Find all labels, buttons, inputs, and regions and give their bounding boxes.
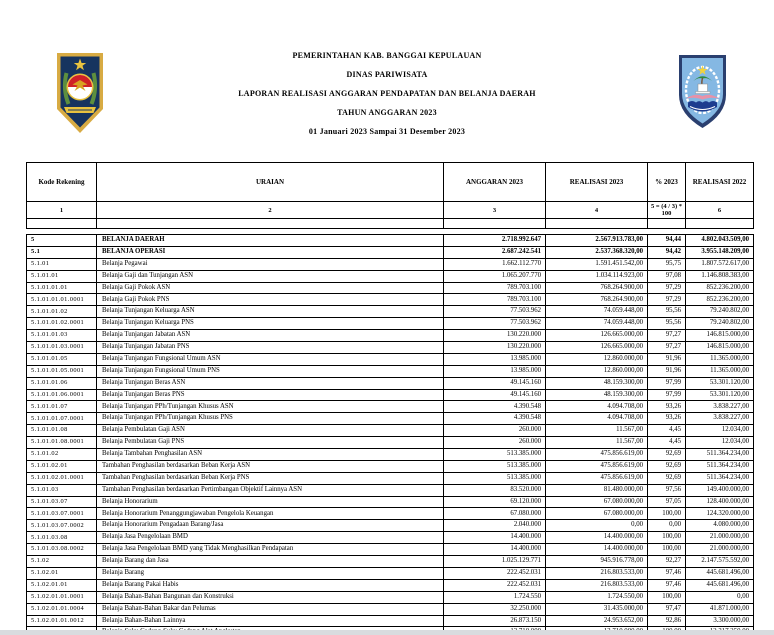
- cell-anggaran-2023: 1.065.207.770: [444, 270, 546, 282]
- cell-realisasi-2022: 21.000.000,00: [686, 532, 754, 544]
- cell-anggaran-2023: 13.985.000: [444, 353, 546, 365]
- cell-realisasi-2022: 41.871.000,00: [686, 603, 754, 615]
- cell-realisasi-2022: 11.365.000,00: [686, 353, 754, 365]
- cell-anggaran-2023: 32.250.000: [444, 603, 546, 615]
- cell-uraian: Belanja Pegawai: [97, 258, 444, 270]
- cell-realisasi-2023: 216.803.533,00: [546, 567, 648, 579]
- col-number-6: 6: [686, 202, 754, 219]
- table-row: [27, 615, 754, 627]
- cell-anggaran-2023: 83.520.000: [444, 484, 546, 496]
- table-row: [27, 425, 754, 437]
- cell-anggaran-2023: 4.390.548: [444, 401, 546, 413]
- table-row: [27, 413, 754, 425]
- col-header-realisasi-2022: REALISASI 2022: [686, 163, 754, 202]
- empty-cell: [27, 219, 97, 229]
- col-number-5-formula: 5 = (4 / 3) * 100: [648, 202, 686, 219]
- empty-cell: [444, 219, 546, 229]
- cell-kode-rekening: 5.1.01.03.07: [27, 496, 97, 508]
- cell-pct-2023: 92,69: [648, 472, 686, 484]
- cell-kode-rekening: 5.1.02.01.01: [27, 579, 97, 591]
- cell-uraian: Tambahan Penghasilan berdasarkan Pertimbangan Objektif Lainnya ASN: [97, 484, 444, 496]
- empty-cell: [546, 219, 648, 229]
- cell-realisasi-2023: 12.860.000,00: [546, 353, 648, 365]
- cell-kode-rekening: 5.1.01.02.01: [27, 460, 97, 472]
- cell-pct-2023: 100,00: [648, 508, 686, 520]
- cell-realisasi-2022: 11.365.000,00: [686, 365, 754, 377]
- table-row: [27, 330, 754, 342]
- table-row: [27, 389, 754, 401]
- cell-realisasi-2023: 14.400.000,00: [546, 544, 648, 556]
- cell-realisasi-2022: 445.681.496,00: [686, 579, 754, 591]
- cell-kode-rekening: 5.1.01.01.06: [27, 377, 97, 389]
- cell-pct-2023: 97,27: [648, 330, 686, 342]
- cell-kode-rekening: 5.1.01.01.07: [27, 401, 97, 413]
- cell-kode-rekening: 5.1.01.01.06.0001: [27, 389, 97, 401]
- cell-pct-2023: 4,45: [648, 437, 686, 449]
- report-title: LAPORAN REALISASI ANGGARAN PENDAPATAN DAN BELANJA DAERAH: [238, 89, 536, 98]
- cell-kode-rekening: 5.1.01.01: [27, 270, 97, 282]
- cell-realisasi-2022: 3.955.148.209,00: [686, 246, 754, 258]
- table-row: [27, 532, 754, 544]
- table-row: [27, 472, 754, 484]
- cell-kode-rekening: 5.1.01.01.01.0001: [27, 294, 97, 306]
- cell-uraian: BELANJA OPERASI: [97, 246, 444, 258]
- cell-realisasi-2023: 11.567,00: [546, 425, 648, 437]
- cell-pct-2023: 100,00: [648, 591, 686, 603]
- cell-realisasi-2023: 475.856.619,00: [546, 472, 648, 484]
- report-table-body: [27, 235, 754, 635]
- cell-realisasi-2023: 216.803.533,00: [546, 579, 648, 591]
- cell-pct-2023: 97,47: [648, 603, 686, 615]
- col-header-pct-2023: % 2023: [648, 163, 686, 202]
- cell-uraian: Belanja Gaji Pokok ASN: [97, 282, 444, 294]
- cell-anggaran-2023: 513.385.000: [444, 472, 546, 484]
- cell-pct-2023: 95,56: [648, 318, 686, 330]
- cell-realisasi-2022: 852.236.200,00: [686, 294, 754, 306]
- cell-pct-2023: 91,96: [648, 365, 686, 377]
- table-row: [27, 556, 754, 568]
- cell-pct-2023: 97,99: [648, 389, 686, 401]
- table-row: [27, 294, 754, 306]
- cell-kode-rekening: 5.1.01.02: [27, 449, 97, 461]
- cell-realisasi-2022: 1.807.572.617,00: [686, 258, 754, 270]
- table-row: [27, 342, 754, 354]
- cell-uraian: Belanja Gaji dan Tunjangan ASN: [97, 270, 444, 282]
- empty-cell: [97, 219, 444, 229]
- table-row: [27, 306, 754, 318]
- cell-kode-rekening: 5.1.01.01.03.0001: [27, 342, 97, 354]
- cell-kode-rekening: 5.1.01.01.02: [27, 306, 97, 318]
- cell-realisasi-2022: 12.034,00: [686, 425, 754, 437]
- cell-kode-rekening: 5.1.01.03.07.0001: [27, 508, 97, 520]
- cell-realisasi-2022: 53.301.120,00: [686, 389, 754, 401]
- cell-kode-rekening: 5.1.01.03.07.0002: [27, 520, 97, 532]
- cell-anggaran-2023: 1.724.550: [444, 591, 546, 603]
- cell-realisasi-2022: 21.000.000,00: [686, 544, 754, 556]
- banggai-kepulauan-crest-icon: [677, 53, 728, 130]
- cell-pct-2023: 97,05: [648, 496, 686, 508]
- cell-realisasi-2023: 1.591.451.542,00: [546, 258, 648, 270]
- cell-realisasi-2022: 79.240.802,00: [686, 318, 754, 330]
- table-row: [27, 258, 754, 270]
- cell-realisasi-2023: 475.856.619,00: [546, 460, 648, 472]
- cell-anggaran-2023: 67.080.000: [444, 508, 546, 520]
- cell-realisasi-2022: 53.301.120,00: [686, 377, 754, 389]
- cell-pct-2023: 0,00: [648, 520, 686, 532]
- cell-pct-2023: 93,26: [648, 401, 686, 413]
- cell-pct-2023: 100,00: [648, 532, 686, 544]
- cell-uraian: Belanja Pembulatan Gaji ASN: [97, 425, 444, 437]
- cell-pct-2023: 92,86: [648, 615, 686, 627]
- cell-pct-2023: 97,29: [648, 294, 686, 306]
- cell-uraian: Belanja Barang: [97, 567, 444, 579]
- col-number-2: 2: [97, 202, 444, 219]
- cell-uraian: Belanja Tunjangan PPh/Tunjangan Khusus PNS: [97, 413, 444, 425]
- cell-realisasi-2022: 0,00: [686, 591, 754, 603]
- government-name: PEMERINTAHAN KAB. BANGGAI KEPULAUAN: [292, 51, 482, 60]
- col-header-anggaran-2023: ANGGARAN 2023: [444, 163, 546, 202]
- cell-pct-2023: 97,27: [648, 342, 686, 354]
- cell-anggaran-2023: 260.000: [444, 425, 546, 437]
- cell-realisasi-2023: 2.567.913.783,00: [546, 235, 648, 247]
- cell-uraian: Belanja Tunjangan Keluarga ASN: [97, 306, 444, 318]
- cell-anggaran-2023: 789.703.100: [444, 294, 546, 306]
- cell-realisasi-2023: 768.264.900,00: [546, 294, 648, 306]
- cell-anggaran-2023: 513.385.000: [444, 460, 546, 472]
- cell-realisasi-2022: 12.034,00: [686, 437, 754, 449]
- cell-kode-rekening: 5.1.01.01.08.0001: [27, 437, 97, 449]
- cell-uraian: Belanja Tambahan Penghasilan ASN: [97, 449, 444, 461]
- cell-uraian: Belanja Tunjangan Jabatan ASN: [97, 330, 444, 342]
- cell-realisasi-2023: 4.094.708,00: [546, 413, 648, 425]
- cell-uraian: Belanja Jasa Pengelolaan BMD yang Tidak Menghasilkan Pendapatan: [97, 544, 444, 556]
- table-row: [27, 246, 754, 258]
- cell-pct-2023: 92,69: [648, 460, 686, 472]
- cell-pct-2023: 94,44: [648, 235, 686, 247]
- cell-anggaran-2023: 2.687.242.541: [444, 246, 546, 258]
- cell-realisasi-2023: 4.094.708,00: [546, 401, 648, 413]
- cell-kode-rekening: 5.1.02: [27, 556, 97, 568]
- cell-realisasi-2022: 146.815.000,00: [686, 330, 754, 342]
- cell-pct-2023: 100,00: [648, 544, 686, 556]
- cell-realisasi-2022: 1.146.808.383,00: [686, 270, 754, 282]
- cell-uraian: Belanja Tunjangan Jabatan PNS: [97, 342, 444, 354]
- cell-anggaran-2023: 789.703.100: [444, 282, 546, 294]
- cell-realisasi-2023: 12.860.000,00: [546, 365, 648, 377]
- cell-uraian: Belanja Honorarium: [97, 496, 444, 508]
- cell-pct-2023: 94,42: [648, 246, 686, 258]
- cell-uraian: Belanja Barang Pakai Habis: [97, 579, 444, 591]
- cell-uraian: Belanja Bahan-Bahan Bangunan dan Konstruksi: [97, 591, 444, 603]
- table-row: [27, 270, 754, 282]
- table-row: [27, 318, 754, 330]
- cell-realisasi-2022: 852.236.200,00: [686, 282, 754, 294]
- cell-uraian: Belanja Tunjangan Beras PNS: [97, 389, 444, 401]
- cell-pct-2023: 97,99: [648, 377, 686, 389]
- cell-anggaran-2023: 77.503.962: [444, 306, 546, 318]
- cell-kode-rekening: 5.1.01: [27, 258, 97, 270]
- cell-uraian: Belanja Pembulatan Gaji PNS: [97, 437, 444, 449]
- budget-table-header: [26, 162, 754, 229]
- cell-realisasi-2022: 124.320.000,00: [686, 508, 754, 520]
- cell-anggaran-2023: 260.000: [444, 437, 546, 449]
- cell-kode-rekening: 5.1.02.01.01.0012: [27, 615, 97, 627]
- cell-kode-rekening: 5.1.01.03.08: [27, 532, 97, 544]
- cell-realisasi-2023: 1.034.114.923,00: [546, 270, 648, 282]
- cell-uraian: Belanja Honorarium Penanggungjawaban Pengelola Keuangan: [97, 508, 444, 520]
- table-row: [27, 591, 754, 603]
- cell-pct-2023: 97,46: [648, 567, 686, 579]
- cell-pct-2023: 97,56: [648, 484, 686, 496]
- cell-realisasi-2022: 3.838.227,00: [686, 401, 754, 413]
- cell-uraian: Belanja Tunjangan PPh/Tunjangan Khusus ASN: [97, 401, 444, 413]
- cell-realisasi-2022: 511.364.234,00: [686, 449, 754, 461]
- cell-pct-2023: 97,46: [648, 579, 686, 591]
- cell-realisasi-2023: 31.435.000,00: [546, 603, 648, 615]
- banggai-kepulauan-crest-logo: [677, 53, 728, 130]
- col-header-realisasi-2023: REALISASI 2023: [546, 163, 648, 202]
- cell-pct-2023: 95,75: [648, 258, 686, 270]
- empty-cell: [648, 219, 686, 229]
- agency-name: DINAS PARIWISATA: [346, 70, 428, 79]
- letterhead: [0, 51, 774, 146]
- cell-realisasi-2023: 48.159.300,00: [546, 377, 648, 389]
- cell-uraian: Belanja Bahan-Bahan Lainnya: [97, 615, 444, 627]
- cell-kode-rekening: 5.1.01.01.02.0001: [27, 318, 97, 330]
- cell-pct-2023: 95,56: [648, 306, 686, 318]
- cell-realisasi-2023: 14.400.000,00: [546, 532, 648, 544]
- cell-realisasi-2022: 2.147.575.592,00: [686, 556, 754, 568]
- cell-pct-2023: 92,27: [648, 556, 686, 568]
- cell-kode-rekening: 5: [27, 235, 97, 247]
- cell-anggaran-2023: 14.400.000: [444, 532, 546, 544]
- table-row: [27, 603, 754, 615]
- cell-anggaran-2023: 13.985.000: [444, 365, 546, 377]
- cell-anggaran-2023: 4.390.548: [444, 413, 546, 425]
- cell-realisasi-2023: 768.264.900,00: [546, 282, 648, 294]
- table-row: [27, 401, 754, 413]
- cell-kode-rekening: 5.1.01.01.08: [27, 425, 97, 437]
- cell-uraian: Tambahan Penghasilan berdasarkan Beban Kerja PNS: [97, 472, 444, 484]
- table-row: [27, 460, 754, 472]
- cell-kode-rekening: 5.1.01.01.01: [27, 282, 97, 294]
- cell-realisasi-2023: 11.567,00: [546, 437, 648, 449]
- cell-uraian: Belanja Tunjangan Fungsional Umum PNS: [97, 365, 444, 377]
- col-header-kode-rekening: Kode Rekening: [27, 163, 97, 202]
- col-number-4: 4: [546, 202, 648, 219]
- cell-anggaran-2023: 77.503.962: [444, 318, 546, 330]
- table-row: [27, 544, 754, 556]
- cell-kode-rekening: 5.1.01.03.08.0002: [27, 544, 97, 556]
- table-row: [27, 579, 754, 591]
- table-row: [27, 437, 754, 449]
- cell-kode-rekening: 5.1.01.03: [27, 484, 97, 496]
- cell-anggaran-2023: 2.718.992.647: [444, 235, 546, 247]
- cell-anggaran-2023: 69.120.000: [444, 496, 546, 508]
- table-row: [27, 449, 754, 461]
- table-row: [27, 365, 754, 377]
- cell-realisasi-2023: 2.537.368.320,00: [546, 246, 648, 258]
- cell-realisasi-2023: 475.856.619,00: [546, 449, 648, 461]
- cell-realisasi-2022: 79.240.802,00: [686, 306, 754, 318]
- cell-kode-rekening: 5.1.01.01.05: [27, 353, 97, 365]
- cell-anggaran-2023: 49.145.160: [444, 377, 546, 389]
- cell-anggaran-2023: 1.025.129.771: [444, 556, 546, 568]
- cell-realisasi-2022: 511.364.234,00: [686, 472, 754, 484]
- cell-uraian: Belanja Barang dan Jasa: [97, 556, 444, 568]
- cell-uraian: Belanja Tunjangan Keluarga PNS: [97, 318, 444, 330]
- cell-realisasi-2023: 126.665.000,00: [546, 330, 648, 342]
- cell-uraian: BELANJA DAERAH: [97, 235, 444, 247]
- table-row: [27, 484, 754, 496]
- cell-kode-rekening: 5.1.01.01.07.0001: [27, 413, 97, 425]
- cell-realisasi-2023: 67.080.000,00: [546, 496, 648, 508]
- cell-realisasi-2023: 945.916.778,00: [546, 556, 648, 568]
- cell-anggaran-2023: 513.385.000: [444, 449, 546, 461]
- cell-realisasi-2023: 24.953.652,00: [546, 615, 648, 627]
- cell-realisasi-2023: 1.724.550,00: [546, 591, 648, 603]
- cell-anggaran-2023: 130.220.000: [444, 342, 546, 354]
- cell-pct-2023: 97,29: [648, 282, 686, 294]
- table-row: [27, 353, 754, 365]
- cell-anggaran-2023: 222.452.031: [444, 567, 546, 579]
- cell-realisasi-2022: 128.400.000,00: [686, 496, 754, 508]
- cell-anggaran-2023: 2.040.000: [444, 520, 546, 532]
- cell-uraian: Belanja Tunjangan Fungsional Umum ASN: [97, 353, 444, 365]
- cell-realisasi-2022: 3.300.000,00: [686, 615, 754, 627]
- cell-realisasi-2023: 0,00: [546, 520, 648, 532]
- table-row: [27, 235, 754, 247]
- cell-kode-rekening: 5.1.02.01: [27, 567, 97, 579]
- cell-uraian: Belanja Honorarium Pengadaan Barang/Jasa: [97, 520, 444, 532]
- cell-anggaran-2023: 1.662.112.770: [444, 258, 546, 270]
- cell-pct-2023: 93,26: [648, 413, 686, 425]
- cell-realisasi-2023: 48.159.300,00: [546, 389, 648, 401]
- cell-realisasi-2023: 74.059.448,00: [546, 318, 648, 330]
- cell-realisasi-2023: 126.665.000,00: [546, 342, 648, 354]
- cell-kode-rekening: 5.1.02.01.01.0001: [27, 591, 97, 603]
- cell-realisasi-2022: 146.815.000,00: [686, 342, 754, 354]
- col-number-3: 3: [444, 202, 546, 219]
- cell-realisasi-2022: 4.080.000,00: [686, 520, 754, 532]
- cell-realisasi-2023: 81.480.000,00: [546, 484, 648, 496]
- window-edge-strip: [0, 630, 774, 635]
- cell-anggaran-2023: 14.400.000: [444, 544, 546, 556]
- cell-uraian: Belanja Tunjangan Beras ASN: [97, 377, 444, 389]
- report-period: 01 Januari 2023 Sampai 31 Desember 2023: [308, 127, 466, 136]
- col-header-uraian: URAIAN: [97, 163, 444, 202]
- cell-uraian: Belanja Bahan-Bahan Bakar dan Pelumas: [97, 603, 444, 615]
- cell-kode-rekening: 5.1: [27, 246, 97, 258]
- cell-realisasi-2023: 67.080.000,00: [546, 508, 648, 520]
- cell-uraian: Belanja Gaji Pokok PNS: [97, 294, 444, 306]
- cell-realisasi-2022: 445.681.496,00: [686, 567, 754, 579]
- cell-realisasi-2023: 74.059.448,00: [546, 306, 648, 318]
- table-row: [27, 567, 754, 579]
- cell-anggaran-2023: 49.145.160: [444, 389, 546, 401]
- cell-pct-2023: 97,08: [648, 270, 686, 282]
- fiscal-year: TAHUN ANGGARAN 2023: [337, 108, 437, 117]
- cell-kode-rekening: 5.1.01.01.03: [27, 330, 97, 342]
- cell-kode-rekening: 5.1.01.02.01.0001: [27, 472, 97, 484]
- table-row: [27, 508, 754, 520]
- budget-table-body-table: [26, 234, 754, 635]
- col-number-1: 1: [27, 202, 97, 219]
- cell-anggaran-2023: 222.452.031: [444, 579, 546, 591]
- table-row: [27, 520, 754, 532]
- empty-cell: [686, 219, 754, 229]
- cell-kode-rekening: 5.1.02.01.01.0004: [27, 603, 97, 615]
- cell-pct-2023: 4,45: [648, 425, 686, 437]
- cell-realisasi-2022: 149.400.000,00: [686, 484, 754, 496]
- cell-realisasi-2022: 511.364.234,00: [686, 460, 754, 472]
- table-row: [27, 496, 754, 508]
- cell-pct-2023: 91,96: [648, 353, 686, 365]
- cell-uraian: Tambahan Penghasilan berdasarkan Beban Kerja ASN: [97, 460, 444, 472]
- table-row: [27, 377, 754, 389]
- cell-anggaran-2023: 130.220.000: [444, 330, 546, 342]
- table-row: [27, 282, 754, 294]
- cell-pct-2023: 92,69: [648, 449, 686, 461]
- cell-realisasi-2022: 3.838.227,00: [686, 413, 754, 425]
- cell-anggaran-2023: 26.873.150: [444, 615, 546, 627]
- cell-kode-rekening: 5.1.01.01.05.0001: [27, 365, 97, 377]
- cell-realisasi-2022: 4.802.043.509,00: [686, 235, 754, 247]
- cell-uraian: Belanja Jasa Pengelolaan BMD: [97, 532, 444, 544]
